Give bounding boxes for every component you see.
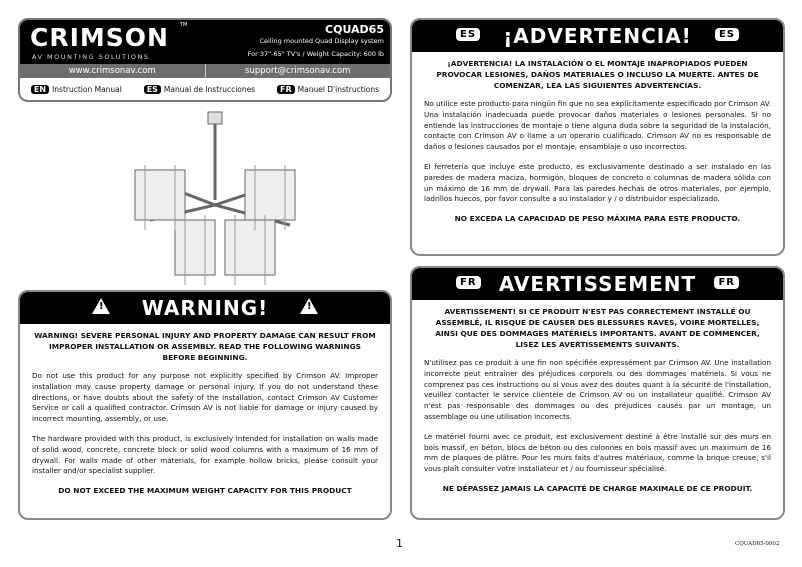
es-flag-icon: ES xyxy=(456,28,480,41)
warning-lead: WARNING! SEVERE PERSONAL INJURY AND PROPERTY DAMAGE CAN RESULT FROM IMPROPER INSTALLATION OR ASSEMBLY. READ THE FOLLOWING WARNINGS BEFORE BEGINNING. xyxy=(34,331,376,362)
weight-capacity: For 37"-65" TV's / Weight Capacity: 600 lb xyxy=(247,50,384,58)
advertencia-title: ¡ADVERTENCIA! xyxy=(503,24,692,48)
avertissement-lead: AVERTISSEMENT! SI CE PRODUIT N'EST PAS CORRECTEMENT INSTALLÉ OU ASSEMBLÉ, IL RISQUE DE CAUSER DES BLESSURES RAVES, VOIRE MORTELLES, AINSI QUE DES DOMMAGES MATÉRIELS IMPORTANTS. AVANT DE COMMENCER, LISEZ LES AVERTISSEMENTS SUIVANTS. xyxy=(435,307,760,349)
french-warning-panel xyxy=(410,266,785,520)
page-number: 1 xyxy=(396,537,403,550)
charge-warning: NE DÉPASSEZ JAMAIS LA CAPACITÉ DE CHARGE MAXIMALE DE CE PRODUIT. xyxy=(442,483,753,493)
advertencia-paragraph-1: No utilice este producto para ningún fin que no sea explícitamente especificado por Crimson AV. Una instalación inadecuada puede provocar daños materiales o lesiones personales. Si no entiende las instrucciones de montaje o tiene alguna duda sobre la seguridad de la instalación, contacte con Crimson AV o llame a un operario cualificado. Crimson AV no es responsable de daños o lesiones causados por el montaje, ensamblaje o uso incorrectos. xyxy=(424,99,771,152)
fr-flag-icon: FR xyxy=(456,276,481,289)
warning-triangle-icon: ! xyxy=(300,298,318,314)
support-email-link[interactable]: support@crimsonav.com xyxy=(245,66,351,76)
product-description: Ceiling mounted Quad Display system xyxy=(259,37,384,45)
warning-paragraph-1: Do not use this product for any purpose not explicitly specified by Crimson AV. Improper installation may cause property damage or personal injury. If you do not understand these directions, or have doubts about the safety of the installation, contact Crimson AV Customer Service or call a qualified contractor. Crimson AV is not liable for damage or injury caused by incorrect mounting, assembly, or use. xyxy=(32,371,378,424)
avertissement-title: AVERTISSEMENT xyxy=(498,272,697,296)
advertencia-paragraph-2: El ferretería que incluye este producto, es exclusivamente destinado a ser instalado en las paredes de madera maciza, hormigón, bloques de concreto o columnas de madera sólida con un máximo de 16 mm de drywall. Para las paredes hechas de otros materiales, por ejemplo, ladrillos huecos, por favor consulte a su instalador y / o distribuidor especializado. xyxy=(424,161,771,204)
warning-title: WARNING! xyxy=(141,296,269,320)
product-header xyxy=(18,18,392,102)
language-en: EN Instruction Manual xyxy=(31,85,122,94)
crimson-logo: CRIMSON xyxy=(30,23,169,52)
peso-warning: NO EXCEDA LA CAPACIDAD DE PESO MÁXIMA PARA ESTE PRODUCTO. xyxy=(454,214,741,224)
avertissement-paragraph-1: N'utilisez pas ce produit à une fin non spécifiée expressément par Crimson AV. Une installation incorrecte peut entraîner des préjudices corporels ou des dommages matériels. Si vous ne comprenez pas ces instructions ou si vous avez des doutes quant à la sécurité de l'installation, veuillez contacter le service clientèle de Crimson AV ou un installateur qualifié. Crimson AV n'est pas responsable des dommages ou des préjudices causés par un montage, un assemblage ou une utilisation incorrects. xyxy=(424,358,771,421)
warning-triangle-icon: ! xyxy=(92,298,110,314)
avertissement-paragraph-2: Le matériel fourni avec ce produit, est exclusivement destiné à être installé sur des murs en bois massif, en béton, blocs de béton ou des colonnes en bois massif avec un maximum de 16 mm de plaques de plâtre. Pour les murs faits d'autres matériaux, comme la brique creuse, s'il vous plaît consulter votre installateur et / ou fournisseur spécialisé. xyxy=(424,431,771,474)
trademark: TM xyxy=(180,22,188,28)
logo-tagline: AV MOUNTING SOLUTIONS xyxy=(32,53,150,61)
es-flag-icon: ES xyxy=(715,28,739,41)
fr-flag-icon: FR xyxy=(714,276,739,289)
warning-paragraph-2: The hardware provided with this product, is exclusively intended for installation on walls made of solid wood, concrete, concrete block or solid wood columns with a maximum of 16 mm of drywall. For walls made of other materials, for example hollow bricks, please consult your installer and/or specialist supplier. xyxy=(32,433,378,476)
english-warning-panel xyxy=(18,290,392,520)
advertencia-lead: ¡ADVERTENCIA! LA INSTALACIÓN O EL MONTAJE INAPROPIADOS PUEDEN PROVOCAR LESIONES, DAÑOS MATERIALES O INCLUSO LA MUERTE. ANTES DE COMENZAR, LEA LAS SIGUIENTES ADVERTENCIAS. xyxy=(436,59,759,90)
model-number: CQUAD65 xyxy=(325,23,384,36)
weight-warning: DO NOT EXCEED THE MAXIMUM WEIGHT CAPACITY FOR THIS PRODUCT xyxy=(58,486,352,496)
website-link[interactable]: www.crimsonav.com xyxy=(20,64,206,78)
language-fr: FR Manuel D'instructions xyxy=(277,85,379,94)
document-code: CQUAD65-0002 xyxy=(735,541,780,547)
spanish-warning-panel xyxy=(410,18,785,256)
product-illustration xyxy=(120,110,320,288)
language-es: ES Manual de Instrucciones xyxy=(144,85,255,94)
